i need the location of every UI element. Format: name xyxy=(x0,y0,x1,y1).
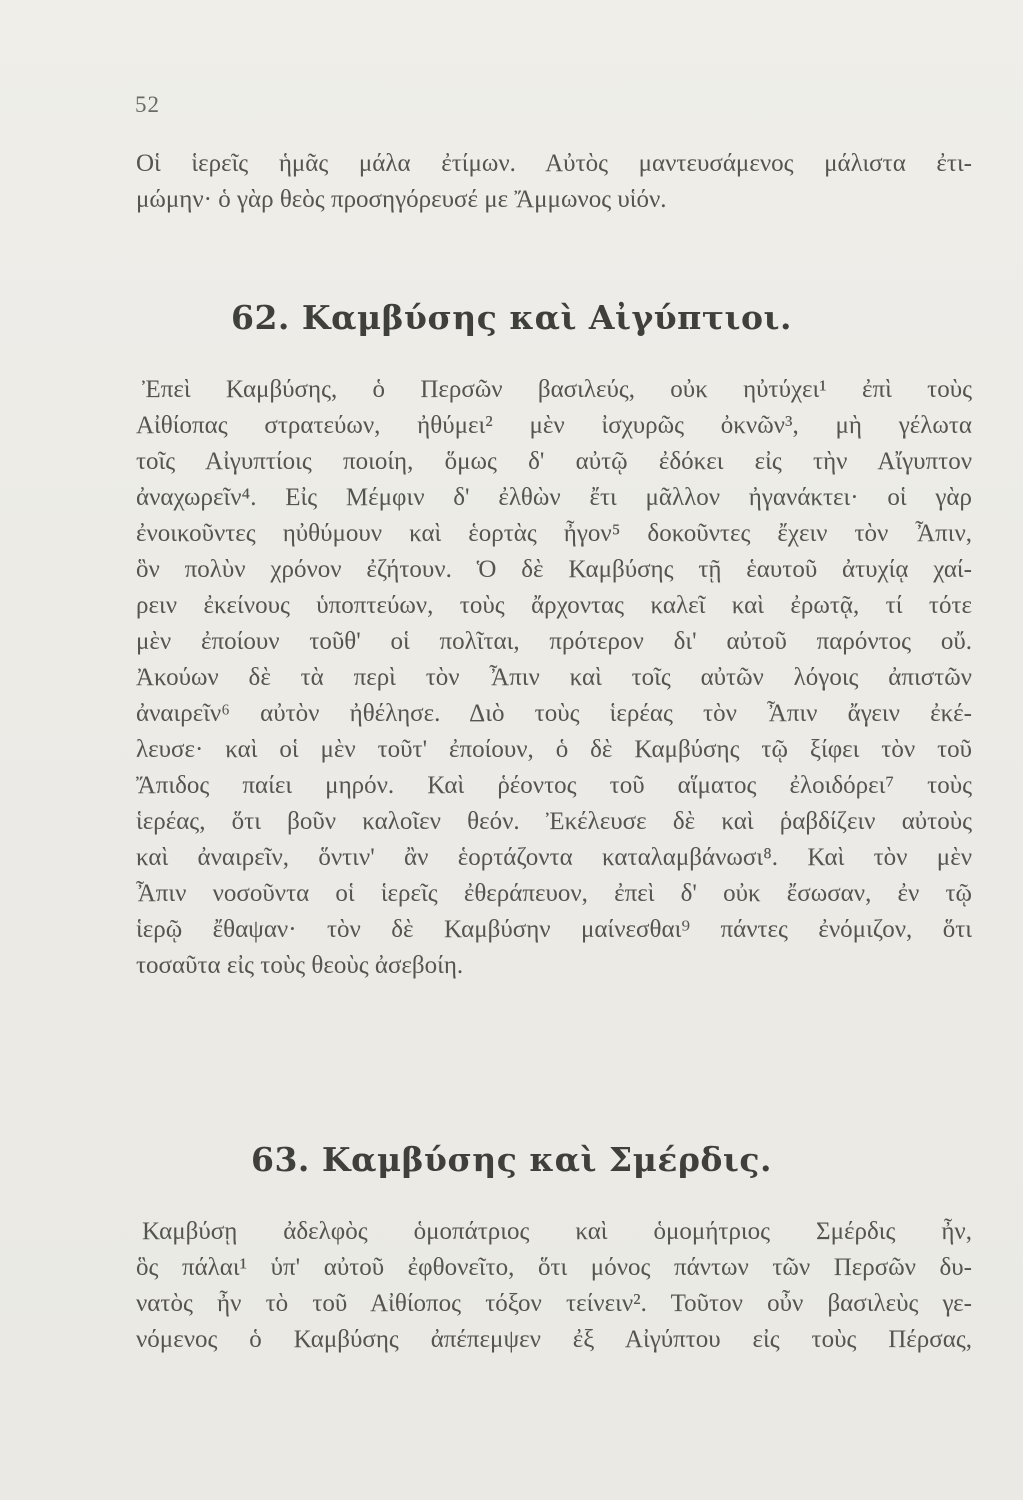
text-line: Αἰθίοπας στρατεύων, ἠθύμει² μὲν ἰσχυρῶς ὀκνῶν³, μὴ γέλωτα xyxy=(136,412,972,439)
text-line: Ἀκούων δὲ τὰ περὶ τὸν Ἆπιν καὶ τοῖς αὐτῶν λόγοις ἀπιστῶν xyxy=(136,664,972,691)
text-line: νόμενος ὁ Καμβύσης ἀπέπεμψεν ἐξ Αἰγύπτου εἰς τοὺς Πέρσας, xyxy=(136,1326,972,1353)
text-line: καὶ ἀναιρεῖν, ὅντιν' ἂν ἑορτάζοντα καταλαμβάνωσι⁸. Καὶ τὸν μὲν xyxy=(136,844,972,871)
section-heading-63: 63. Καμβύσης καὶ Σμέρδις. xyxy=(251,1140,772,1179)
text-line: ἐνοικοῦντες ηὐθύμουν καὶ ἑορτὰς ἦγον⁵ δοκοῦντες ἔχειν τὸν Ἆπιν, xyxy=(136,520,972,547)
text-line: τοσαῦτα εἰς τοὺς θεοὺς ἀσεβοίη. xyxy=(136,952,464,979)
text-line: ἱερέας, ὅτι βοῦν καλοῖεν θεόν. Ἐκέλευσε δὲ καὶ ῥαβδίζειν αὐτοὺς xyxy=(136,808,972,835)
intro-paragraph xyxy=(136,146,972,218)
section-62-body xyxy=(136,372,972,984)
text-line: Ἄπιδος παίει μηρόν. Καὶ ῥέοντος τοῦ αἵματος ἐλοιδόρει⁷ τοὺς xyxy=(136,772,972,799)
text-line: Οἱ ἱερεῖς ἡμᾶς μάλα ἐτίμων. Αὐτὸς μαντευσάμενος μάλιστα ἐτι- xyxy=(136,150,972,177)
text-line: ὃν πολὺν χρόνον ἐζήτουν. Ὁ δὲ Καμβύσης τῇ ἑαυτοῦ ἀτυχίᾳ χαί- xyxy=(136,556,972,583)
text-line: μώμην· ὁ γὰρ θεὸς προσηγόρευσέ με Ἄμμωνος υἱόν. xyxy=(136,186,667,213)
page-number: 52 xyxy=(135,92,160,117)
text-line: ἀναχωρεῖν⁴. Εἰς Μέμφιν δ' ἐλθὼν ἔτι μᾶλλον ἠγανάκτει· οἱ γὰρ xyxy=(136,484,972,511)
text-line: μὲν ἐποίουν τοῦθ' οἱ πολῖται, πρότερον δι' αὐτοῦ παρόντος οὔ. xyxy=(136,628,972,655)
text-line: Ἐπεὶ Καμβύσης, ὁ Περσῶν βασιλεύς, οὐκ ηὐτύχει¹ ἐπὶ τοὺς xyxy=(142,376,972,403)
section-63-body xyxy=(136,1214,972,1358)
text-line: ἱερῷ ἔθαψαν· τὸν δὲ Καμβύσην μαίνεσθαι⁹ πάντες ἐνόμιζον, ὅτι xyxy=(136,916,972,943)
text-line: ὃς πάλαι¹ ὑπ' αὐτοῦ ἐφθονεῖτο, ὅτι μόνος πάντων τῶν Περσῶν δυ- xyxy=(136,1254,972,1281)
text-line: λευσε· καὶ οἱ μὲν τοῦτ' ἐποίουν, ὁ δὲ Καμβύσης τῷ ξίφει τὸν τοῦ xyxy=(136,736,972,763)
text-line: Καμβύσῃ ἀδελφὸς ὁμοπάτριος καὶ ὁμομήτριος Σμέρδις ἦν, xyxy=(142,1218,972,1245)
text-line: ἀναιρεῖν⁶ αὐτὸν ἠθέλησε. Διὸ τοὺς ἱερέας τὸν Ἆπιν ἄγειν ἐκέ- xyxy=(136,700,972,727)
text-line: νατὸς ἦν τὸ τοῦ Αἰθίοπος τόξον τείνειν². Τοῦτον οὖν βασιλεὺς γε- xyxy=(136,1290,972,1317)
text-line: ρειν ἐκείνους ὑποπτεύων, τοὺς ἄρχοντας καλεῖ καὶ ἐρωτᾷ, τί τότε xyxy=(136,592,972,619)
text-line: Ἆπιν νοσοῦντα οἱ ἱερεῖς ἐθεράπευον, ἐπεὶ δ' οὐκ ἔσωσαν, ἐν τῷ xyxy=(136,880,972,907)
text-line: τοῖς Αἰγυπτίοις ποιοίη, ὅμως δ' αὐτῷ ἐδόκει εἰς τὴν Αἴγυπτον xyxy=(136,448,972,475)
section-heading-62: 62. Καμβύσης καὶ Αἰγύπτιοι. xyxy=(231,298,792,337)
